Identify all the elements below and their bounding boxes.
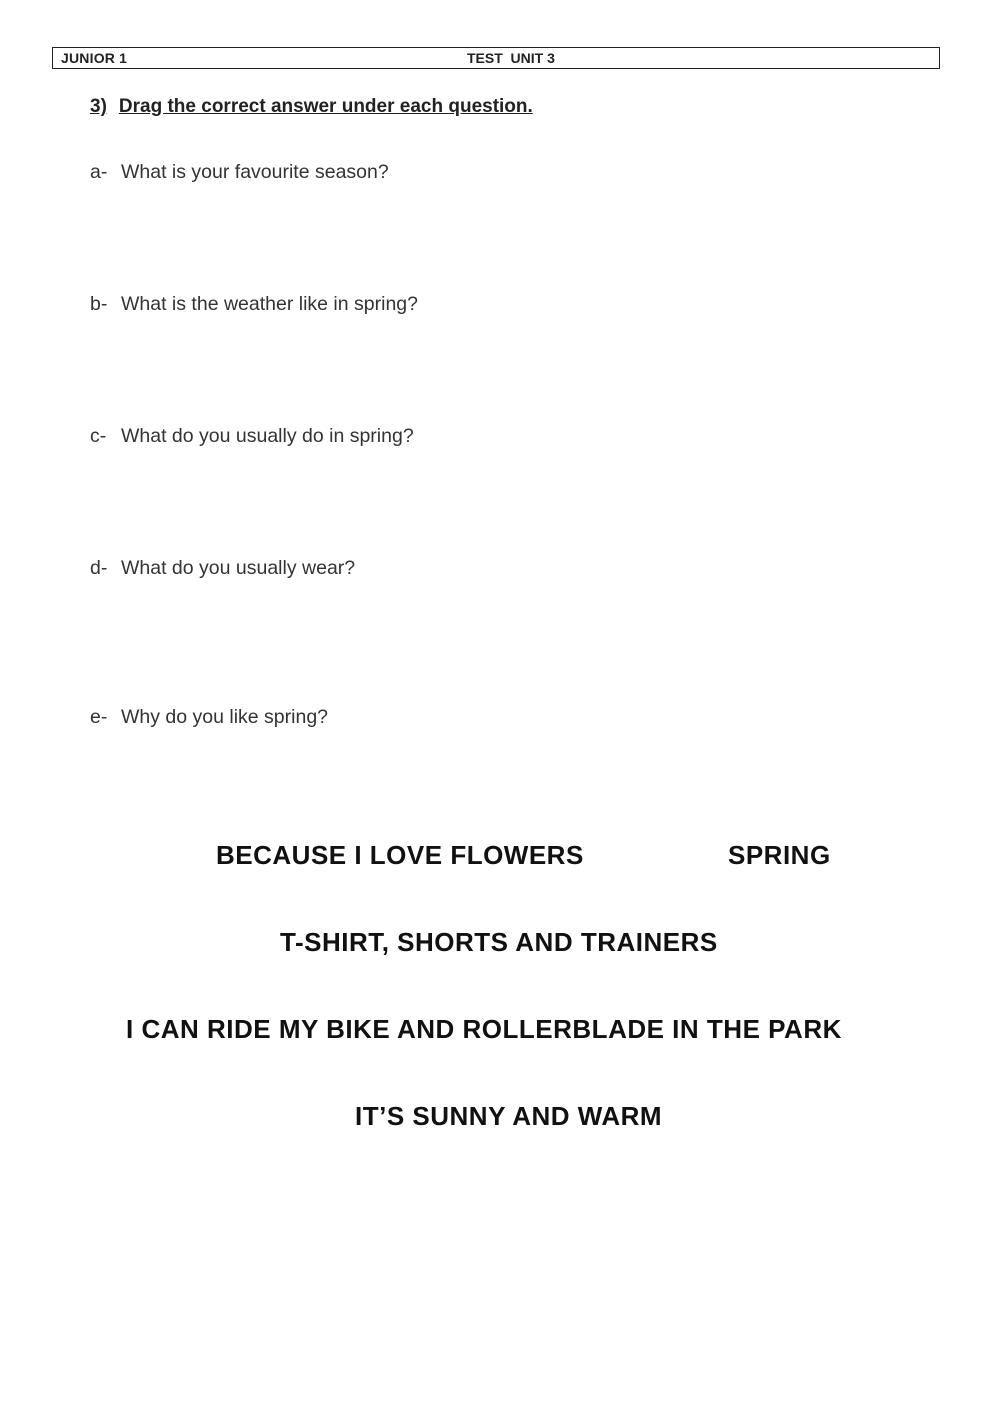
answer-card-ride-bike-rollerblade[interactable]: I CAN RIDE MY BIKE AND ROLLERBLADE IN THE PARK xyxy=(126,1014,842,1044)
question-letter: e- xyxy=(90,706,108,728)
header-test-label: TEST UNIT 3 xyxy=(467,50,555,66)
answer-card-sunny-and-warm[interactable]: IT’S SUNNY AND WARM xyxy=(355,1101,663,1131)
question-text: Why do you like spring? xyxy=(121,706,329,728)
header-box xyxy=(52,47,940,69)
question-text: What do you usually wear? xyxy=(121,557,356,579)
question-a xyxy=(90,161,389,184)
question-letter: b- xyxy=(90,293,108,315)
instruction-number: 3) xyxy=(90,96,107,117)
question-text: What is the weather like in spring? xyxy=(121,293,418,315)
question-d xyxy=(90,557,355,580)
question-b xyxy=(90,293,418,316)
instruction-text: Drag the correct answer under each question. xyxy=(118,96,533,117)
question-letter: a- xyxy=(90,161,108,183)
question-letter: c- xyxy=(90,425,107,447)
answer-card-spring[interactable]: SPRING xyxy=(728,840,831,870)
answer-card-tshirt-shorts-trainers[interactable]: T-SHIRT, SHORTS AND TRAINERS xyxy=(280,927,718,957)
question-letter: d- xyxy=(90,557,108,579)
header-class-label: JUNIOR 1 xyxy=(61,50,128,66)
question-c xyxy=(90,425,414,448)
instruction xyxy=(90,96,533,118)
question-text: What is your favourite season? xyxy=(121,161,389,183)
question-e xyxy=(90,706,328,729)
answer-card-because-i-love-flowers[interactable]: BECAUSE I LOVE FLOWERS xyxy=(216,840,584,870)
question-text: What do you usually do in spring? xyxy=(121,425,414,447)
